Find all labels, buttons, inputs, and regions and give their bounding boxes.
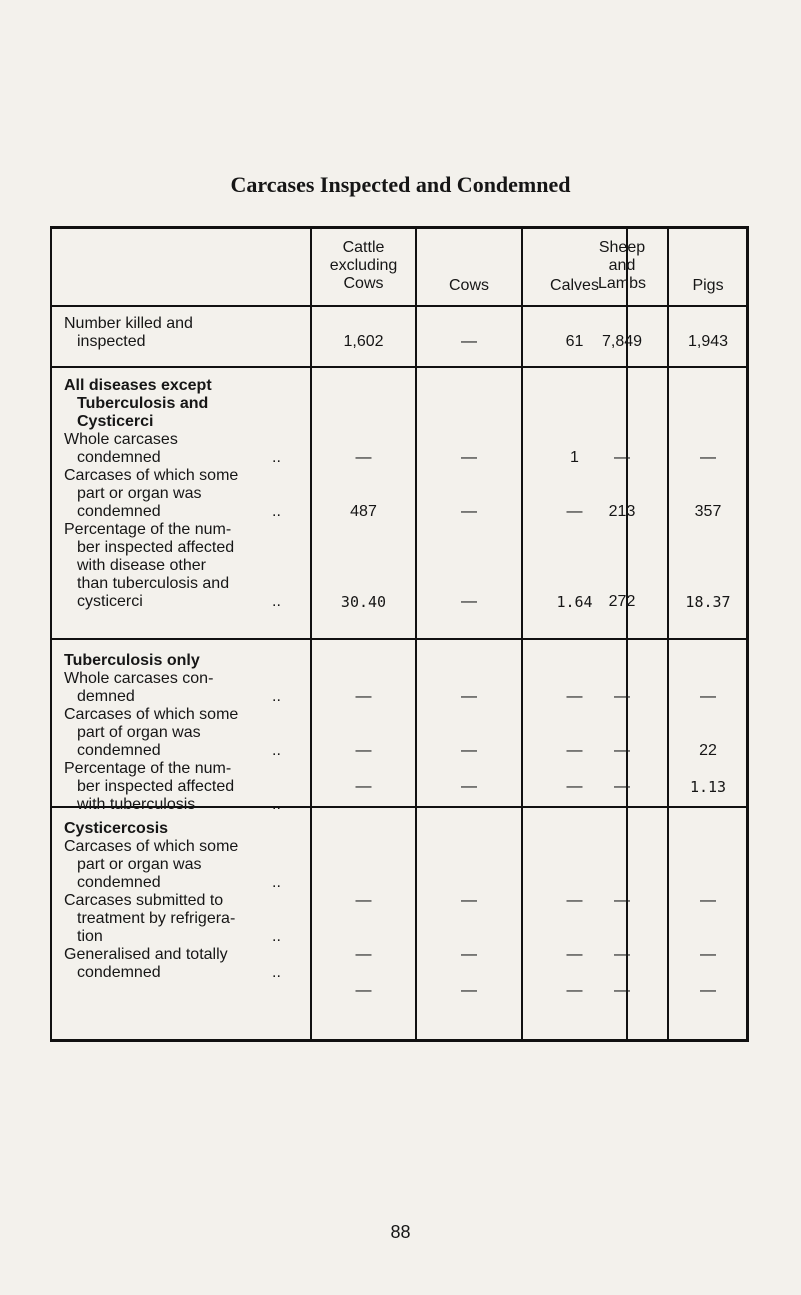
table-cell: — (700, 946, 716, 963)
table-cell: — (461, 688, 477, 705)
label-line: Carcases submitted to (64, 892, 224, 909)
table-cell: — (566, 982, 583, 999)
leader-dots: .. (272, 742, 281, 759)
label-line (64, 796, 304, 814)
section-heading: Tuberculosis and (77, 395, 209, 412)
table-cell: 487 (350, 503, 377, 520)
header-line: excluding (329, 257, 398, 274)
table-cell: — (614, 449, 630, 466)
row-label-killed (64, 315, 304, 351)
table-cell: — (566, 742, 583, 759)
section-all-diseases (64, 377, 304, 611)
table-cell: 7,849 (601, 333, 643, 350)
label-text: condemned (77, 742, 161, 759)
table-cell: — (461, 333, 477, 350)
header-line: and (608, 257, 636, 274)
table-cell: — (355, 449, 372, 466)
label-text: cysticerci (77, 593, 143, 610)
label-line (64, 964, 304, 982)
table-cell: 357 (694, 503, 722, 520)
label-line: with disease other (77, 557, 206, 574)
leader-dots: .. (272, 593, 281, 610)
section-tuberculosis (64, 652, 304, 814)
label-text: tion (77, 928, 103, 945)
table-cell: — (355, 946, 372, 963)
section-heading: Cysticerci (77, 413, 154, 430)
label-line: Carcases of which some (64, 838, 239, 855)
label-line: part of organ was (77, 724, 201, 741)
leader-dots: .. (272, 449, 281, 466)
table-cell: — (461, 449, 477, 466)
table-cell: 213 (608, 503, 636, 520)
table-cell: — (700, 688, 716, 705)
table-cell: — (461, 982, 477, 999)
row-divider (50, 366, 749, 368)
label-line (64, 688, 304, 706)
label-line: Whole carcases con- (64, 670, 214, 687)
leader-dots: .. (272, 688, 281, 705)
label-text: with tuberculosis (77, 796, 196, 813)
column-header-cows: Cows (448, 277, 489, 294)
header-line: Lambs (597, 275, 647, 292)
table-cell: 22 (699, 742, 717, 759)
label-line: Generalised and totally (64, 946, 228, 963)
label-text: condemned (77, 964, 161, 981)
label-text: demned (77, 688, 135, 705)
label-line (64, 928, 304, 946)
table-cell: 18.37 (685, 593, 731, 611)
table-cell: — (461, 593, 477, 610)
row-divider (50, 305, 749, 307)
table-cell: — (614, 778, 630, 795)
leader-dots: .. (272, 503, 281, 520)
column-header-pigs: Pigs (692, 277, 724, 294)
table-cell: — (355, 982, 372, 999)
label-line: inspected (77, 333, 146, 350)
column-header-cattle (312, 239, 415, 293)
label-line: Carcases of which some (64, 467, 239, 484)
section-cysticercosis (64, 820, 304, 982)
table-cell: — (461, 892, 477, 909)
leader-dots: .. (272, 928, 281, 945)
table-cell: — (355, 892, 372, 909)
table-cell: — (566, 778, 583, 795)
table-cell: — (461, 503, 477, 520)
table-cell: — (614, 742, 630, 759)
label-line (64, 503, 304, 521)
header-line: Cows (343, 275, 384, 292)
table-cell: — (700, 982, 716, 999)
label-line: treatment by refrigera- (77, 910, 236, 927)
label-line: than tuberculosis and (77, 575, 230, 592)
label-line: Carcases of which some (64, 706, 239, 723)
label-line (64, 449, 304, 467)
table-cell: — (461, 946, 477, 963)
table-cell: — (700, 449, 716, 466)
section-heading: All diseases except (64, 377, 212, 394)
table-cell: — (614, 982, 630, 999)
label-line: ber inspected affected (77, 778, 235, 795)
page-number: 88 (390, 1222, 411, 1242)
table-cell: 1,943 (687, 333, 729, 350)
table-cell: 61 (565, 333, 584, 350)
column-header-calves: Calves (550, 277, 599, 294)
table-cell: — (566, 946, 583, 963)
column-header-sheep (577, 239, 667, 293)
leader-dots: .. (272, 874, 281, 891)
table-cell: — (461, 742, 477, 759)
table-cell: 1 (570, 449, 579, 466)
header-line: Sheep (598, 239, 646, 256)
label-text: condemned (77, 449, 161, 466)
label-line (64, 742, 304, 760)
table-cell: 272 (608, 593, 636, 610)
table-cell: — (614, 946, 630, 963)
table-cell: — (614, 892, 630, 909)
table-cell: 1.64 (556, 593, 593, 611)
label-line: Number killed and (64, 315, 193, 332)
label-line: Percentage of the num- (64, 760, 232, 777)
leader-dots: .. (272, 796, 281, 813)
table-cell: — (614, 688, 630, 705)
table-cell: — (566, 892, 583, 909)
leader-dots: .. (272, 964, 281, 981)
label-text: condemned (77, 503, 161, 520)
table-cell: — (355, 778, 372, 795)
table-cell: — (461, 778, 477, 795)
label-line: Whole carcases (64, 431, 178, 448)
section-heading: Cysticercosis (64, 820, 169, 837)
table-cell: — (566, 688, 583, 705)
header-line: Cattle (342, 239, 385, 256)
label-line: part or organ was (77, 485, 202, 502)
label-line: part or organ was (77, 856, 202, 873)
table-cell: 1,602 (343, 333, 384, 350)
table-cell: — (355, 688, 372, 705)
label-line (64, 874, 304, 892)
row-divider (50, 638, 749, 640)
label-line (64, 593, 304, 611)
section-heading: Tuberculosis only (64, 652, 200, 669)
label-line: Percentage of the num- (64, 521, 232, 538)
page-title: Carcases Inspected and Condemned (230, 172, 571, 197)
table-cell: — (355, 742, 372, 759)
label-text: condemned (77, 874, 161, 891)
table-cell: 1.13 (689, 778, 727, 796)
table-cell: — (566, 503, 583, 520)
table-cell: 30.40 (340, 593, 387, 611)
table-cell: — (700, 892, 716, 909)
label-line: ber inspected affected (77, 539, 235, 556)
